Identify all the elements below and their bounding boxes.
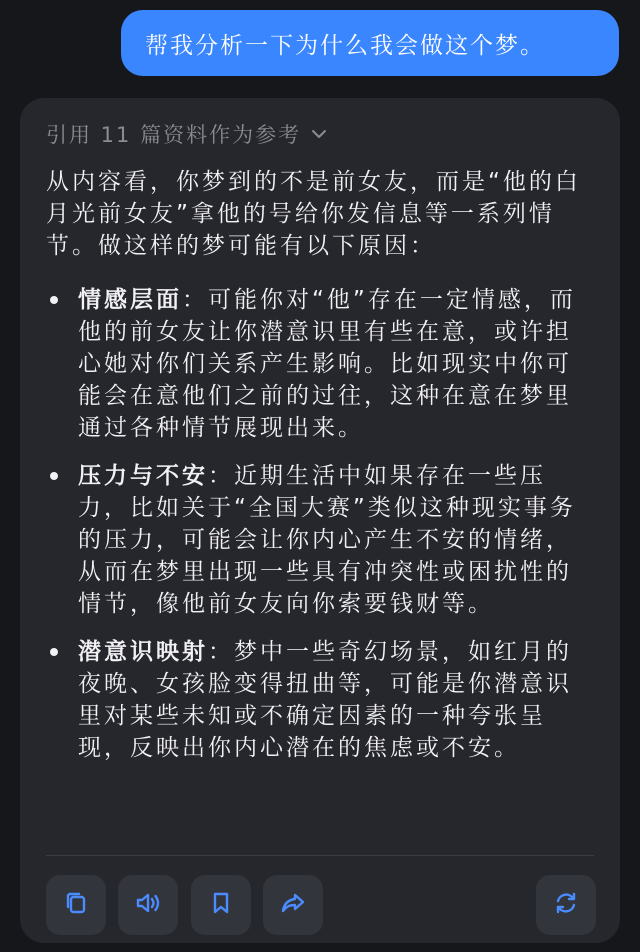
user-message-text: 帮我分析一下为什么我会做这个梦。 <box>145 32 545 59</box>
regenerate-button[interactable] <box>536 875 596 935</box>
reason-title: 压力与不安 <box>78 463 208 489</box>
read-aloud-button[interactable] <box>118 875 178 935</box>
share-button[interactable] <box>263 875 323 935</box>
list-item <box>46 636 594 764</box>
chevron-down-icon <box>309 124 329 144</box>
bullet-dot <box>50 296 58 304</box>
speaker-icon <box>133 888 163 922</box>
share-icon <box>278 888 308 922</box>
copy-button[interactable] <box>46 875 106 935</box>
reason-text: ：可能你对“他”存在一定情感，而他的前女友让你潜意识里有些在意，或许担心她对你们关系产生影响。比如现实中你可能会在意他们之前的过往，这种在意在梦里通过各种情节展现出来。 <box>78 287 576 441</box>
bullet-dot <box>50 472 58 480</box>
reason-text: ：近期生活中如果存在一些压力，比如关于“全国大赛”类似这种现实事务的压力，可能会让你内心产生不安的情绪，从而在梦里出现一些具有冲突性或困扰性的情节，像他前女友向你索要钱财等。 <box>78 463 576 617</box>
divider <box>46 855 594 856</box>
references-toggle[interactable] <box>46 116 594 152</box>
reason-title: 潜意识映射 <box>78 639 208 665</box>
reasons-list <box>46 284 594 764</box>
assistant-answer-card <box>20 98 620 943</box>
bookmark-icon <box>206 888 236 922</box>
copy-icon <box>61 888 91 922</box>
answer-intro: 从内容看，你梦到的不是前女友，而是“他的白月光前女友”拿他的号给你发信息等一系列情节。做这样的梦可能有以下原因： <box>46 169 581 259</box>
bookmark-button[interactable] <box>191 875 251 935</box>
bullet-dot <box>50 648 58 656</box>
reason-text: ：梦中一些奇幻场景，如红月的夜晚、女孩脸变得扭曲等，可能是你潜意识里对某些未知或不确定因素的一种夸张呈现，反映出你内心潜在的焦虑或不安。 <box>78 639 572 761</box>
references-label: 引用 11 篇资料作为参考 <box>46 123 302 147</box>
list-item <box>46 460 594 620</box>
reason-title: 情感层面 <box>78 287 182 313</box>
list-item <box>46 284 594 444</box>
user-message-bubble[interactable] <box>121 10 619 76</box>
answer-actions-bar <box>46 875 596 935</box>
regenerate-icon <box>551 888 581 922</box>
